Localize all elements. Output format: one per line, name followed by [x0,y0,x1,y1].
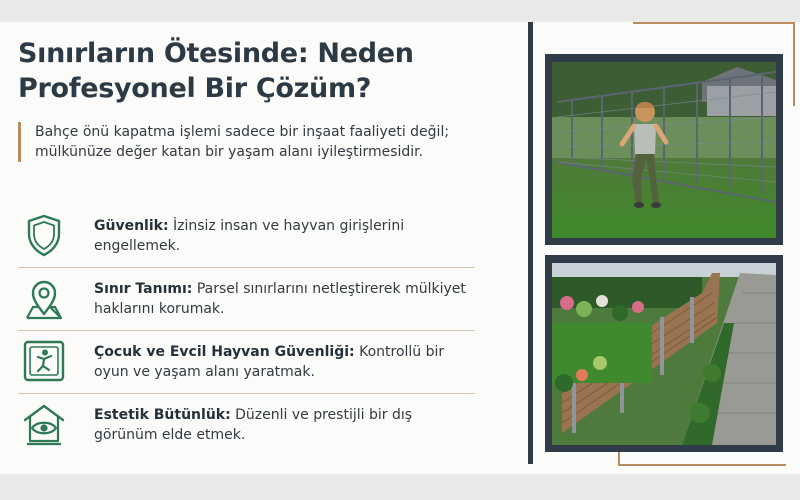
feature-description: İzinsiz insan ve hayvan girişlerini engellemek. [94,218,405,254]
feature-item-boundary [18,268,475,331]
feature-description: Kontrollü bir oyun ve yaşam alanı yaratmak. [94,344,445,380]
map-pin-icon [18,274,70,322]
slide-title: Sınırların Ötesinde: Neden Profesyonel Bir Çözüm? [18,38,414,104]
feature-label: Sınır Tanımı: [94,281,193,297]
feature-item-aesthetics [18,394,475,456]
feature-text [94,216,474,256]
feature-item-security [18,205,475,268]
feature-label: Estetik Bütünlük: [94,407,231,423]
feature-item-child-pet-safety [18,331,475,394]
house-eye-icon [18,400,70,448]
decorative-corner-bottom [618,452,786,466]
feature-description: Düzenli ve prestijli bir dış görünüm elde etmek. [94,407,413,443]
intro-text: Bahçe önü kapatma işlemi sadece bir inşaat faaliyeti değil; mülkünüze değer katan bir yaşam alanı iyileştirmesidir. [18,122,505,162]
feature-text [94,279,474,319]
garden-path-with-fence-photo [552,263,776,445]
feature-text [94,405,474,445]
feature-label: Çocuk ve Evcil Hayvan Güvenliği: [94,344,355,360]
child-safety-icon [18,337,70,385]
photo-frame-bottom [545,255,783,452]
feature-label: Güvenlik: [94,218,169,234]
shield-icon [18,211,70,259]
photo-frame-top [545,54,783,245]
feature-description: Parsel sınırlarını netleştirerek mülkiyet haklarını korumak. [94,281,466,317]
child-running-by-fence-photo [552,62,776,238]
feature-text [94,342,474,382]
vertical-divider [528,22,533,464]
feature-list [18,205,475,456]
